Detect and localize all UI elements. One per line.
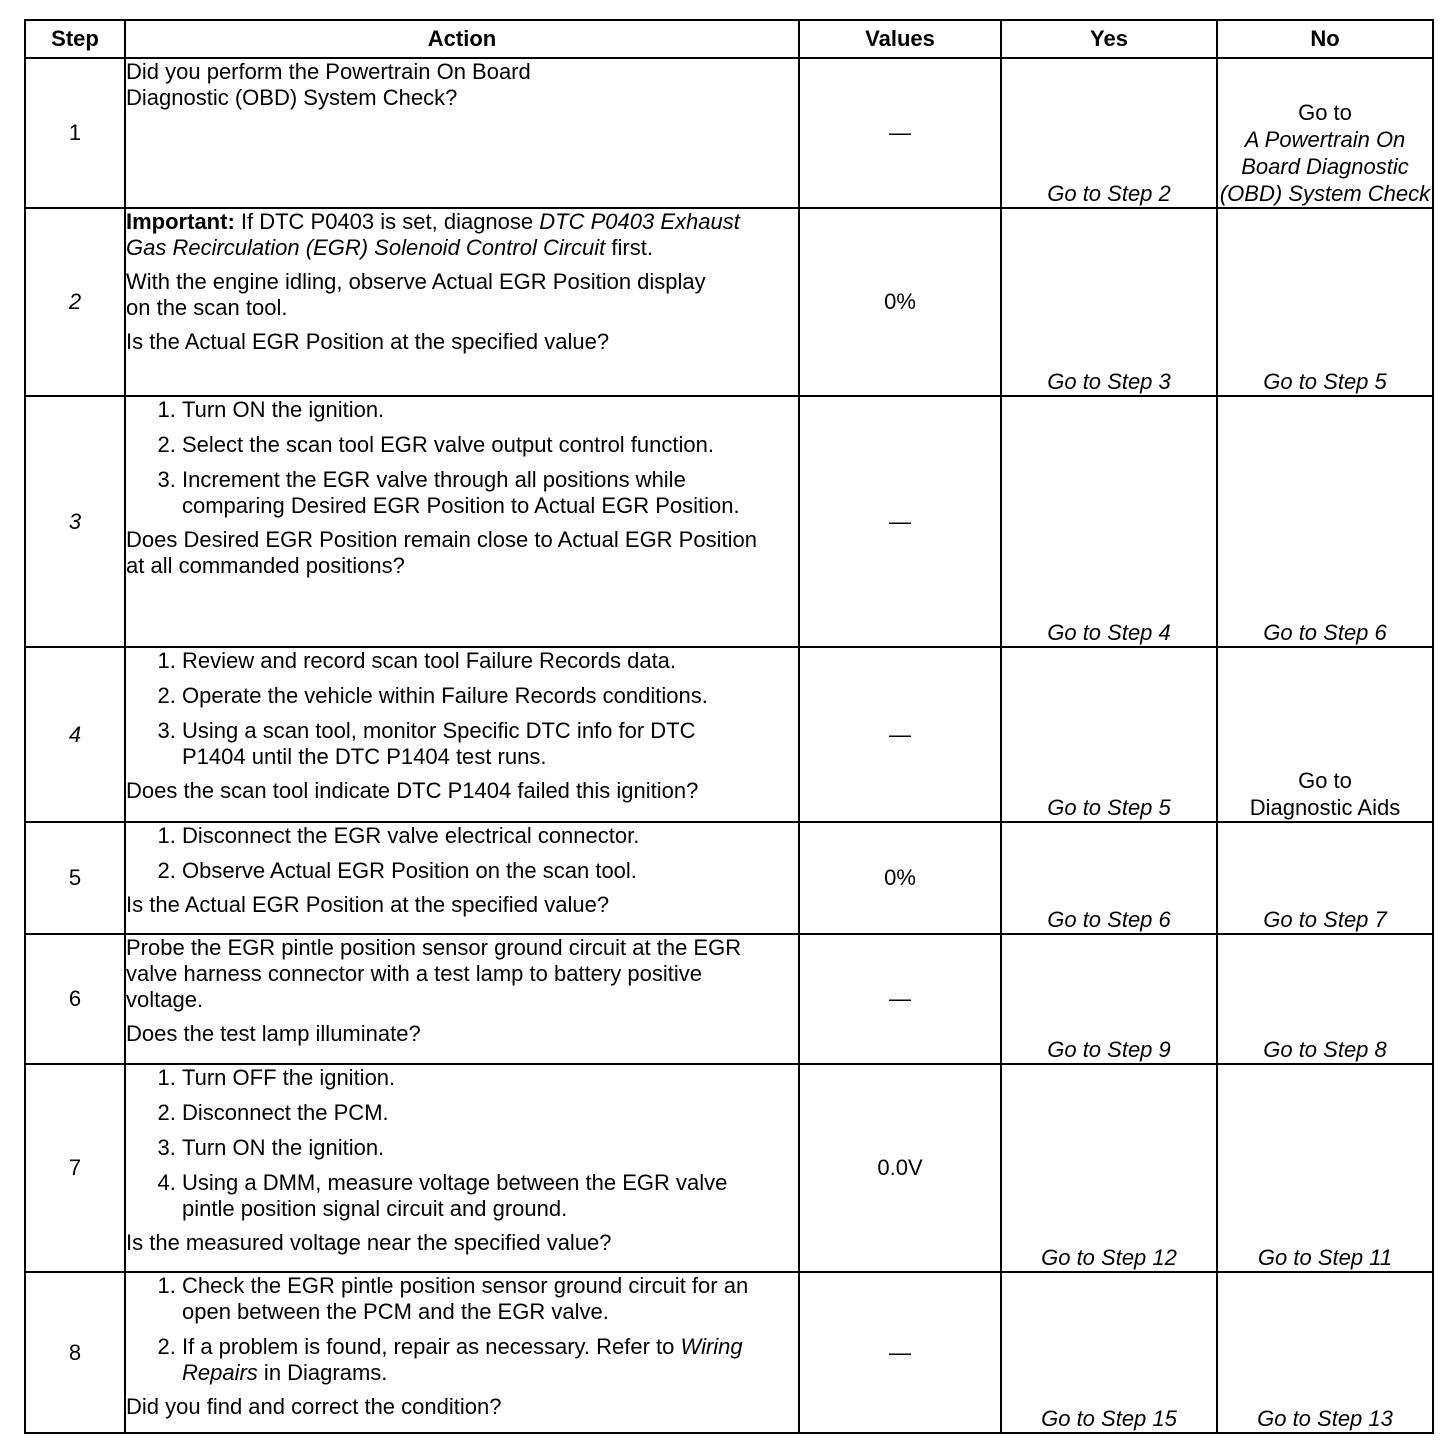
procedure-step: 2. Operate the vehicle within Failure Records conditions. [182,683,798,709]
table-row [25,647,1433,822]
important-note [126,209,746,261]
action-cell [125,1272,799,1433]
value-cell: — [799,647,1001,822]
yes-cell: Go to Step 5 [1001,647,1217,822]
procedure-step: 4. Using a DMM, measure voltage between the EGR valve pintle position signal circuit and ground. [182,1170,742,1222]
yes-cell: Go to Step 4 [1001,396,1217,647]
action-question: Does Desired EGR Position remain close to Actual EGR Position at all commanded positions? [126,527,757,578]
action-question: Did you perform the Powertrain On Board Diagnostic (OBD) System Check? [126,59,531,110]
action-question: Is the Actual EGR Position at the specified value? [126,329,610,354]
no-reference: A Powertrain On Board Diagnostic (OBD) System Check [1219,127,1431,206]
procedure-list [126,1065,798,1222]
step-number: 8 [25,1272,125,1433]
procedure-step: 1. Turn ON the ignition. [182,397,772,423]
step-number: 5 [25,822,125,934]
action-cell [125,647,799,822]
no-cell: Go to Step 6 [1217,396,1433,647]
action-question: Is the Actual EGR Position at the specified value? [126,892,610,917]
step-number: 4 [25,647,125,822]
no-prefix: Go to [1298,768,1352,793]
no-prefix: Go to [1298,100,1352,125]
procedure-list [126,823,798,884]
yes-cell: Go to Step 3 [1001,208,1217,396]
table-row [25,1064,1433,1272]
action-question: Does the scan tool indicate DTC P1404 failed this ignition? [126,778,699,803]
header-row [25,20,1433,58]
wiring-repairs-reference: Wiring Repairs [182,1334,743,1385]
procedure-step: 3. Increment the EGR valve through all positions while comparing Desired EGR Position to Actual EGR Position. [182,467,772,519]
value-cell: 0.0V [799,1064,1001,1272]
action-cell [125,396,799,647]
no-cell: Go to Step 8 [1217,934,1433,1064]
procedure-step: 3. Turn ON the ignition. [182,1135,798,1161]
procedure-text-end: in Diagrams. [257,1360,388,1385]
value-cell: 0% [799,822,1001,934]
value-cell: — [799,1272,1001,1433]
procedure-list [126,648,798,770]
yes-cell: Go to Step 12 [1001,1064,1217,1272]
step-number: 6 [25,934,125,1064]
no-reference: Diagnostic Aids [1249,795,1401,820]
header-step: Step [25,20,125,58]
procedure-step [182,1334,772,1386]
value-cell: — [799,396,1001,647]
yes-cell: Go to Step 15 [1001,1272,1217,1433]
action-text: Probe the EGR pintle position sensor ground circuit at the EGR valve harness connector with a test lamp to battery positive voltage. [126,935,742,1012]
header-values: Values [799,20,1001,58]
procedure-step: 1. Turn OFF the ignition. [182,1065,798,1091]
header-no: No [1217,20,1433,58]
action-cell [125,58,799,208]
procedure-step: 3. Using a scan tool, monitor Specific DTC info for DTC P1404 until the DTC P1404 test runs. [182,718,722,770]
important-text: If DTC P0403 is set, diagnose [234,209,540,234]
step-number: 3 [25,396,125,647]
table-row [25,934,1433,1064]
important-text-end: first. [605,235,653,260]
procedure-step: 1. Check the EGR pintle position sensor ground circuit for an open between the PCM and the EGR valve. [182,1273,772,1325]
yes-cell: Go to Step 2 [1001,58,1217,208]
value-cell: — [799,934,1001,1064]
table-row [25,822,1433,934]
procedure-list [126,397,772,519]
table-row [25,1272,1433,1433]
procedure-list [126,1273,772,1386]
no-cell: Go to Step 13 [1217,1272,1433,1433]
important-reference: DTC P0403 Exhaust Gas Recirculation (EGR) Solenoid Control Circuit [126,209,740,260]
no-cell: Go to Step 5 [1217,208,1433,396]
header-action: Action [125,20,799,58]
yes-cell: Go to Step 9 [1001,934,1217,1064]
header-yes: Yes [1001,20,1217,58]
procedure-text: If a problem is found, repair as necessary. Refer to [182,1334,681,1359]
procedure-step: 2. Observe Actual EGR Position on the scan tool. [182,858,798,884]
action-cell [125,208,799,396]
value-cell: 0% [799,208,1001,396]
no-cell [1217,58,1433,208]
value-cell: — [799,58,1001,208]
action-cell [125,934,799,1064]
table-row [25,58,1433,208]
procedure-step: 2. Disconnect the PCM. [182,1100,798,1126]
no-cell: Go to Step 11 [1217,1064,1433,1272]
no-cell [1217,647,1433,822]
yes-cell: Go to Step 6 [1001,822,1217,934]
action-cell [125,1064,799,1272]
action-text: With the engine idling, observe Actual EGR Position display on the scan tool. [126,269,706,320]
important-label: Important: [126,209,235,234]
step-number: 2 [25,208,125,396]
action-cell [125,822,799,934]
step-number: 7 [25,1064,125,1272]
diagnostic-table [24,19,1434,1434]
action-question: Did you find and correct the condition? [126,1394,502,1419]
no-cell: Go to Step 7 [1217,822,1433,934]
procedure-step: 2. Select the scan tool EGR valve output control function. [182,432,772,458]
action-question: Does the test lamp illuminate? [126,1021,421,1046]
procedure-step: 1. Review and record scan tool Failure Records data. [182,648,798,674]
table-row [25,396,1433,647]
step-number: 1 [25,58,125,208]
table-row [25,208,1433,396]
action-question: Is the measured voltage near the specified value? [126,1230,612,1255]
procedure-step: 1. Disconnect the EGR valve electrical connector. [182,823,798,849]
